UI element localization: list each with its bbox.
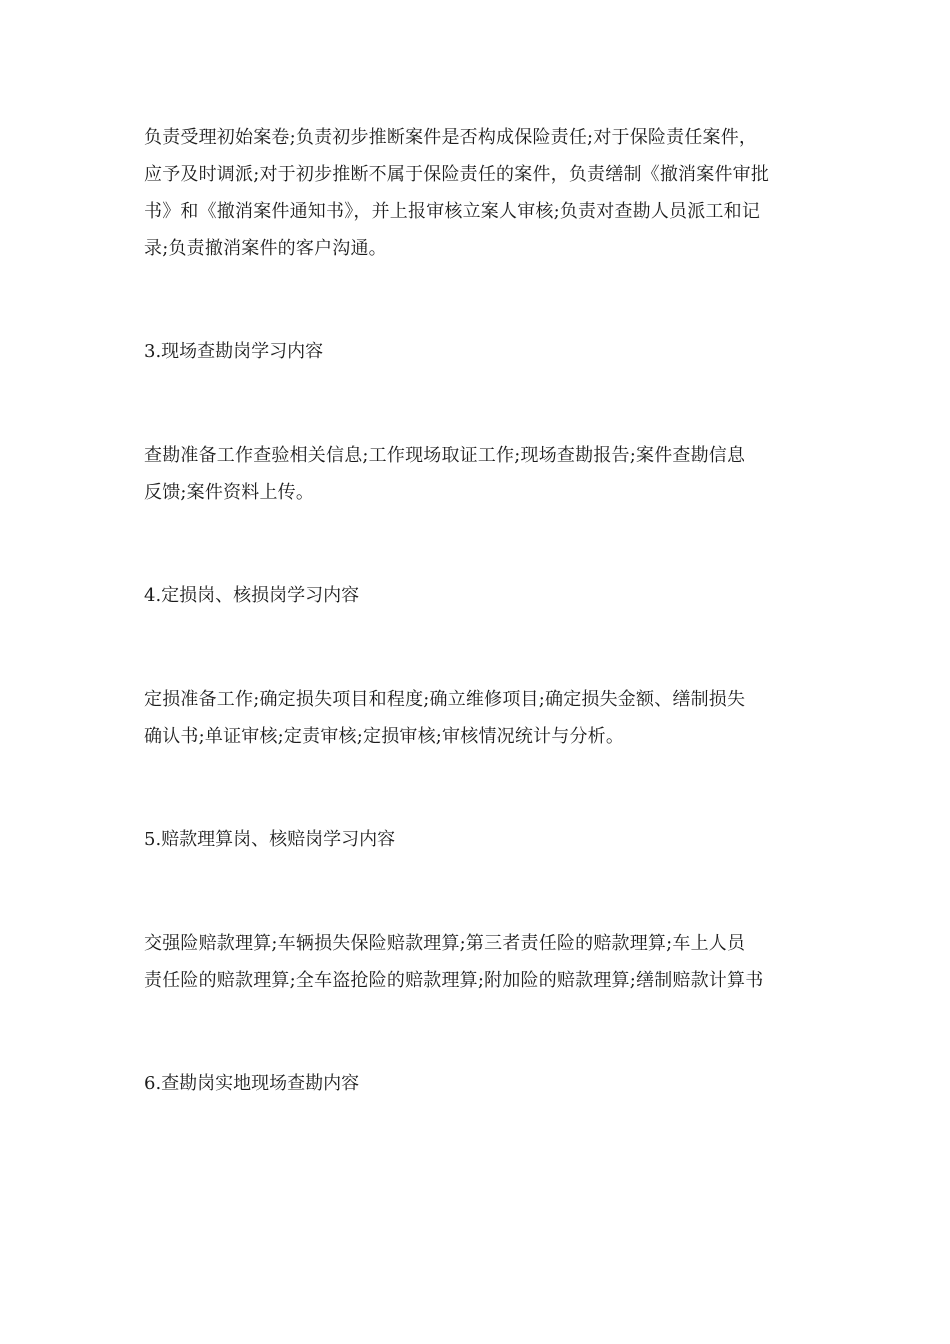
- paragraph-line: 反馈;案件资料上传。: [144, 482, 315, 503]
- paragraph-line: 查勘准备工作查验相关信息;工作现场取证工作;现场查勘报告;案件查勘信息: [144, 445, 746, 466]
- paragraph-line: 交强险赔款理算;车辆损失保险赔款理算;第三者责任险的赔款理算;车上人员: [144, 933, 746, 954]
- paragraph-line: 确认书;单证审核;定责审核;定损审核;审核情况统计与分析。: [144, 726, 625, 747]
- paragraph-line: 应予及时调派;对于初步推断不属于保险责任的案件，负责缮制《撤消案件审批: [144, 164, 770, 185]
- paragraph-case-acceptance: [144, 119, 804, 267]
- paragraph-line: 责任险的赔款理算;全车盗抢险的赔款理算;附加险的赔款理算;缮制赔款计算书: [144, 970, 764, 991]
- section-heading-5: 5.赔款理算岗、核赔岗学习内容: [144, 829, 396, 850]
- paragraph-loss-assessment: [144, 681, 804, 755]
- section-heading-4: 4.定损岗、核损岗学习内容: [144, 585, 360, 606]
- paragraph-line: 定损准备工作;确定损失项目和程度;确立维修项目;确定损失金额、缮制损失: [144, 689, 746, 710]
- paragraph-site-survey: [144, 437, 804, 511]
- paragraph-line: 负责受理初始案卷;负责初步推断案件是否构成保险责任;对于保险责任案件，: [144, 127, 758, 148]
- paragraph-claim-calculation: [144, 925, 804, 999]
- section-heading-3: 3.现场查勘岗学习内容: [144, 341, 324, 362]
- section-heading-6: 6.查勘岗实地现场查勘内容: [144, 1073, 360, 1094]
- paragraph-line: 书》和《撤消案件通知书》，并上报审核立案人审核;负责对查勘人员派工和记: [144, 201, 761, 222]
- paragraph-line: 录;负责撤消案件的客户沟通。: [144, 238, 387, 259]
